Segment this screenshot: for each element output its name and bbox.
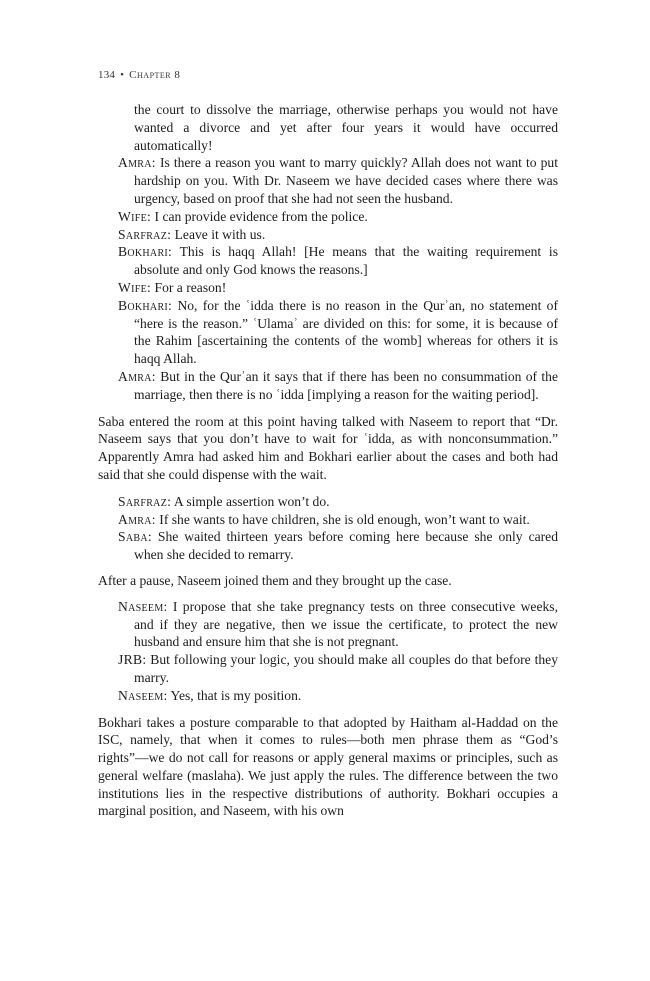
dialogue-text: This is haqq Allah! [He means that the waiting requirement is absolute and only God knows the reasons.]	[134, 244, 558, 278]
dialogue-text: She waited thirteen years before coming here because she only cared when she decided to remarry.	[134, 529, 558, 563]
dialogue-turn	[118, 651, 558, 687]
speaker-label: Amra:	[118, 511, 156, 527]
dialogue-text: Yes, that is my position.	[170, 687, 302, 703]
speaker-label: Saba:	[118, 529, 152, 545]
speaker-label: Bokhari:	[118, 297, 173, 313]
speaker-label: Bokhari:	[118, 244, 173, 260]
chapter-title: Chapter 8	[129, 69, 181, 81]
header-separator: •	[120, 69, 125, 81]
speaker-label: Amra:	[118, 155, 156, 171]
dialogue-text: If she wants to have children, she is old enough, won’t want to wait.	[159, 511, 530, 527]
dialogue-turn	[118, 226, 558, 244]
dialogue-block-2	[118, 493, 558, 564]
speaker-label: Amra:	[118, 368, 156, 384]
dialogue-block-1	[118, 101, 558, 404]
dialogue-turn	[118, 687, 558, 705]
dialogue-text: A simple assertion won’t do.	[173, 493, 330, 509]
dialogue-continuation: the court to dissolve the marriage, otherwise perhaps you would not have wanted a divorce and yet after four years it would have occurred automatically!	[134, 102, 558, 153]
speaker-label: Naseem:	[118, 598, 168, 614]
speaker-label: Sarfraz:	[118, 226, 172, 242]
speaker-label: Naseem:	[118, 687, 168, 703]
dialogue-turn	[118, 154, 558, 207]
dialogue-text: Is there a reason you want to marry quickly? Allah does not want to put hardship on you. With Dr. Naseem we have decided cases where there was urgency, based on proof that she had not seen the husband.	[134, 155, 558, 206]
dialogue-turn	[118, 528, 558, 564]
dialogue-text: No, for the ʿidda there is no reason in the Qurʾan, no statement of “here is the reason.” ʿUlamaʾ are divided on this: for some, it is because of the Rahim [ascertaining the contents of the womb] whereas for others it is haqq Allah.	[134, 297, 558, 367]
speaker-label: Wife:	[118, 208, 152, 224]
dialogue-turn	[118, 297, 558, 368]
dialogue-turn	[118, 493, 558, 511]
body-paragraph: Bokhari takes a posture comparable to that adopted by Haitham al-Haddad on the ISC, namely, that when it comes to rules—both men phrase them as “God’s rights”—we do not call for reasons or apply general maxims or principles, such as general welfare (maslaha). We just apply the rules. The difference between the two institutions lies in the respective distributions of authority. Bokhari occupies a marginal position, and Naseem, with his own	[98, 714, 558, 819]
dialogue-turn	[118, 598, 558, 651]
speaker-label: Sarfraz:	[118, 493, 172, 509]
body-paragraph: Saba entered the room at this point having talked with Naseem to report that “Dr. Naseem says that you don’t have to wait for ʿidda, as with nonconsummation.” Apparently Amra had asked him and Bokhari earlier about the cases and both had said that she could dispense with the wait.	[98, 413, 558, 482]
dialogue-block-3	[118, 598, 558, 705]
dialogue-text: But following your logic, you should make all couples do that before they marry.	[134, 652, 558, 685]
dialogue-turn	[118, 243, 558, 279]
dialogue-turn	[118, 368, 558, 404]
speaker-label: Wife:	[118, 279, 152, 295]
dialogue-text: For a reason!	[154, 279, 227, 295]
dialogue-text: I can provide evidence from the police.	[154, 208, 368, 224]
body-paragraph: After a pause, Naseem joined them and they brought up the case.	[98, 572, 452, 588]
speaker-label: JRB:	[118, 652, 147, 668]
dialogue-text: But in the Qurʾan it says that if there has been no consummation of the marriage, then there is no ʿidda [implying a reason for the waiting period].	[134, 368, 558, 402]
body-text	[98, 101, 558, 820]
dialogue-text: I propose that she take pregnancy tests on three consecutive weeks, and if they are negative, then we issue the certificate, to protect the new husband and ensure him that she is not pregnant.	[134, 598, 558, 650]
page-number: 134	[98, 69, 116, 81]
dialogue-turn	[118, 511, 558, 529]
dialogue-text: Leave it with us.	[174, 226, 266, 242]
running-header	[98, 69, 180, 81]
dialogue-turn	[118, 279, 558, 297]
dialogue-turn	[118, 208, 558, 226]
